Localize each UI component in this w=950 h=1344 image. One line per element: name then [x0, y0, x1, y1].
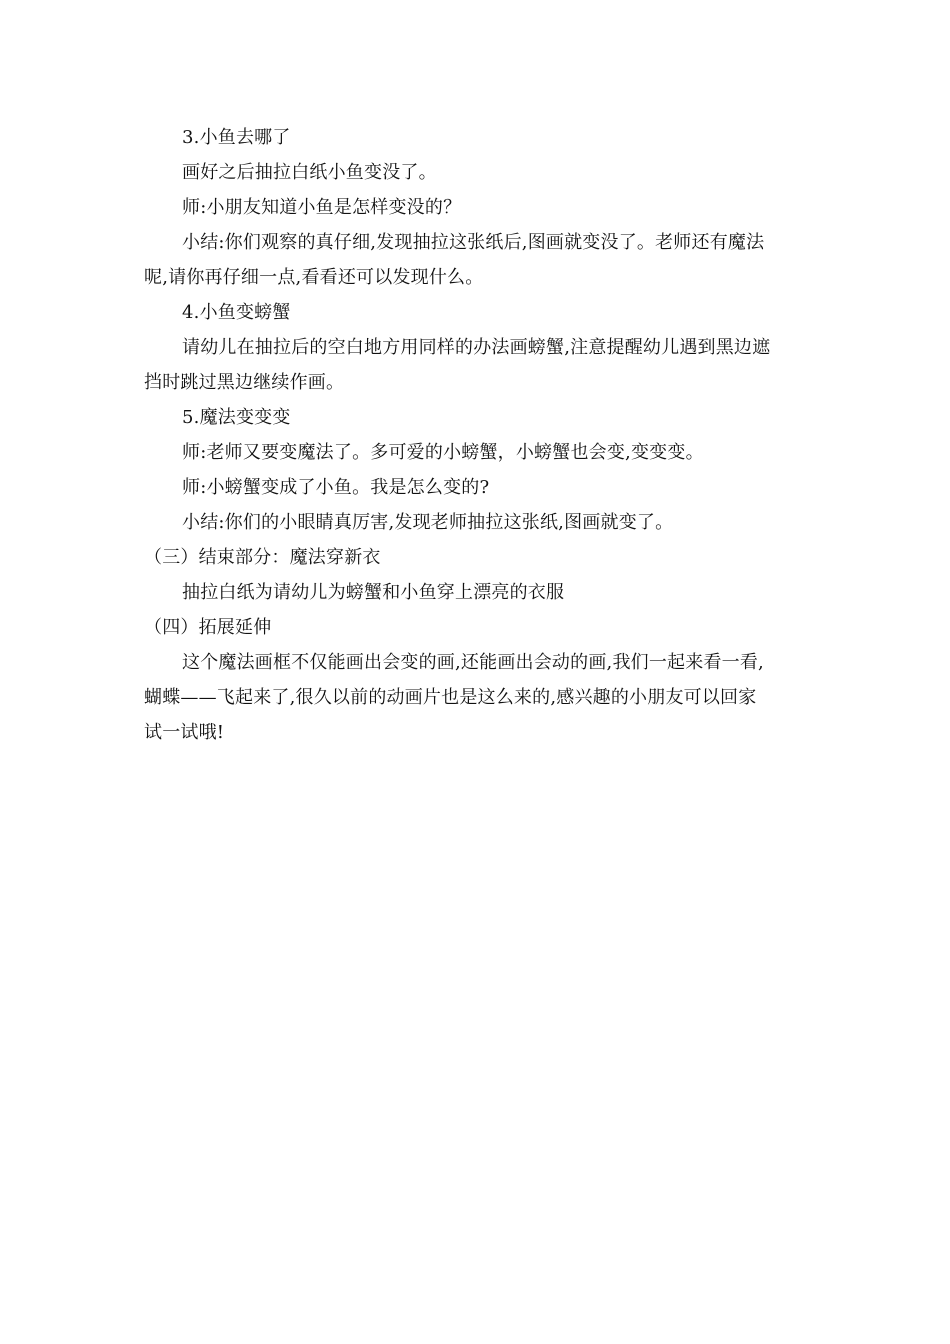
paragraph-line: 小结:你们观察的真仔细,发现抽拉这张纸后,图画就变没了。老师还有魔法 [182, 232, 765, 253]
paragraph-line: 试一试哦! [144, 722, 225, 743]
section-heading-4: （四）拓展延伸 [144, 617, 272, 638]
section-heading-3: （三）结束部分：魔法穿新衣 [144, 547, 381, 568]
heading-step-3: 3.小鱼去哪了 [182, 127, 291, 148]
paragraph-line: 这个魔法画框不仅能画出会变的画,还能画出会动的画,我们一起来看一看, [182, 652, 764, 673]
paragraph-line: 呢,请你再仔细一点,看看还可以发现什么。 [144, 267, 484, 288]
paragraph-line: 请幼儿在抽拉后的空白地方用同样的办法画螃蟹,注意提醒幼儿遇到黑边遮 [182, 337, 771, 358]
paragraph: 师:小朋友知道小鱼是怎样变没的？ [182, 197, 462, 218]
paragraph-line: 蝴蝶——飞起来了,很久以前的动画片也是这么来的,感兴趣的小朋友可以回家 [144, 687, 757, 708]
paragraph: 师:小螃蟹变成了小鱼。我是怎么变的? [182, 477, 490, 498]
heading-step-5: 5.魔法变变变 [182, 407, 291, 428]
paragraph-instruction [144, 330, 808, 400]
paragraph-summary-1 [144, 225, 808, 295]
paragraph-line: 挡时跳过黑边继续作画。 [144, 372, 345, 393]
paragraph: 小结:你们的小眼睛真厉害,发现老师抽拉这张纸,图画就变了。 [182, 512, 674, 533]
paragraph: 师:老师又要变魔法了。多可爱的小螃蟹，小螃蟹也会变,变变变。 [182, 442, 704, 463]
heading-step-4: 4.小鱼变螃蟹 [182, 302, 291, 323]
paragraph-extension [144, 645, 808, 750]
document-body [144, 120, 808, 750]
paragraph: 抽拉白纸为请幼儿为螃蟹和小鱼穿上漂亮的衣服 [182, 582, 565, 603]
paragraph: 画好之后抽拉白纸小鱼变没了。 [182, 162, 437, 183]
